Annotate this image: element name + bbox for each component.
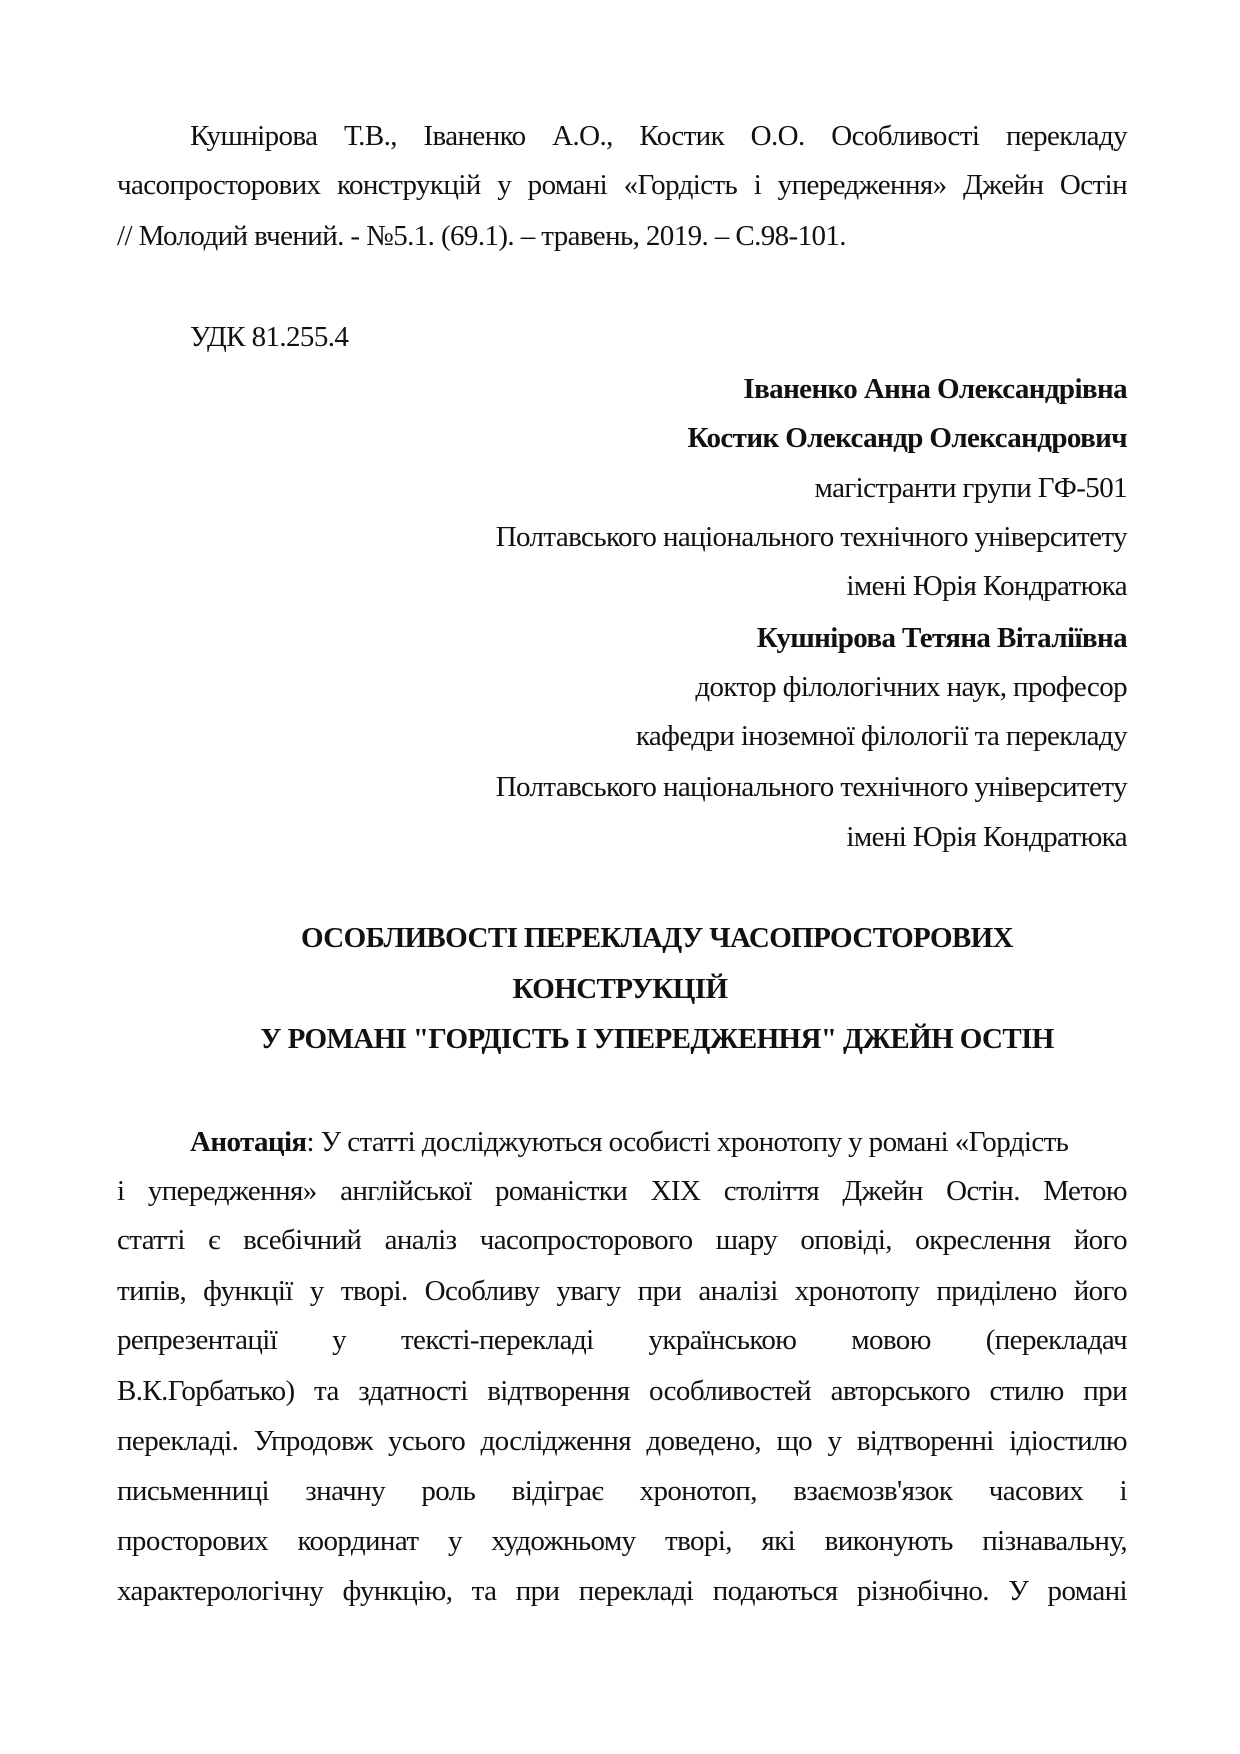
citation-line: часопросторових конструкцій у романі «Гордість і упередження» Джейн Остін (117, 169, 1127, 201)
author-name: Костик Олександр Олександрович (687, 422, 1127, 454)
author-affiliation: імені Юрія Кондратюка (846, 570, 1127, 602)
author-affiliation: доктор філологічних наук, професор (695, 671, 1127, 703)
abstract-text: : У статті досліджуються особисті хронотопу у романі «Гордість (306, 1126, 1069, 1158)
title-line: ОСОБЛИВОСТІ ПЕРЕКЛАДУ ЧАСОПРОСТОРОВИХ (301, 922, 1013, 954)
author-name: Іваненко Анна Олександрівна (743, 373, 1127, 405)
author-affiliation: Полтавського національного технічного університету (495, 771, 1127, 803)
author-affiliation: магістранти групи ГФ-501 (814, 472, 1127, 504)
abstract-line: типів, функції у творі. Особливу увагу при аналізі хронотопу приділено його (117, 1275, 1127, 1307)
author-name: Кушнірова Тетяна Віталіївна (756, 622, 1127, 654)
title-line: КОНСТРУКЦІЙ (512, 973, 728, 1005)
citation-line: Кушнірова Т.В., Іваненко А.О., Костик О.О. Особливості перекладу (190, 120, 1127, 152)
abstract-first-line (117, 1117, 1127, 1167)
author-affiliation: імені Юрія Кондратюка (846, 821, 1127, 853)
abstract-line: письменниці значну роль відіграє хронотоп, взаємозв'язок часових і (117, 1475, 1127, 1507)
author-affiliation: кафедри іноземної філології та перекладу (635, 720, 1127, 752)
udc-code: УДК 81.255.4 (190, 321, 349, 353)
citation-line: // Молодий вчений. - №5.1. (69.1). – травень, 2019. – С.98-101. (117, 220, 846, 252)
abstract-line: перекладі. Упродовж усього дослідження доведено, що у відтворенні ідіостилю (117, 1425, 1127, 1457)
abstract-line: і упередження» англійської романістки XIX століття Джейн Остін. Метою (117, 1175, 1127, 1207)
title-line: У РОМАНІ "ГОРДІСТЬ І УПЕРЕДЖЕННЯ" ДЖЕЙН ОСТІН (260, 1023, 1054, 1055)
abstract-line: просторових координат у художньому творі, які виконують пізнавальну, (117, 1525, 1127, 1557)
author-affiliation: Полтавського національного технічного університету (495, 521, 1127, 553)
abstract-line: статті є всебічний аналіз часопросторового шару оповіді, окреслення його (117, 1224, 1127, 1256)
abstract-line: характерологічну функцію, та при перекладі подаються різнобічно. У романі (117, 1575, 1127, 1607)
abstract-line: В.К.Горбатько) та здатності відтворення особливостей авторського стилю при (117, 1375, 1127, 1407)
abstract-label: Анотація (190, 1126, 307, 1158)
abstract-line: репрезентації у тексті-перекладі українською мовою (перекладач (117, 1324, 1127, 1356)
